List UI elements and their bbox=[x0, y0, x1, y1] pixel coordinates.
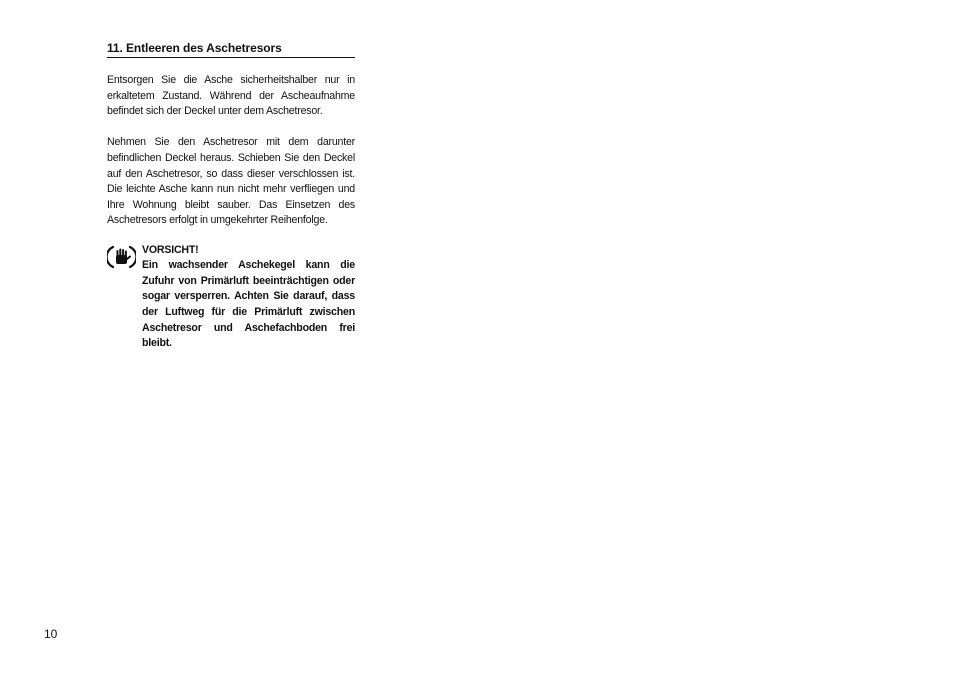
warning-title: VORSICHT! bbox=[142, 243, 199, 256]
warning-text: Ein wachsender Aschekegel kann die Zufuhr von Primärluft beeinträchtigen oder sogar versperren. Achten Sie darauf, dass der Luftweg für die Primärluft zwischen Aschetresor und Aschefachboden frei bleibt. bbox=[142, 259, 355, 350]
warning-box bbox=[107, 243, 355, 352]
text-column bbox=[107, 40, 355, 352]
paragraph-ash-removal: Nehmen Sie den Aschetresor mit dem darunter befindlichen Deckel heraus. Schieben Sie den Deckel auf den Aschetresor, so dass dieser verschlossen ist. Die leichte Asche kann nun nicht mehr verfliegen und Ihre Wohnung bleibt sauber. Das Einsetzen des Aschetresors erfolgt in umgekehrter Reihenfolge. bbox=[107, 136, 355, 227]
page-number: 10 bbox=[44, 627, 58, 641]
caution-hand-icon bbox=[107, 244, 136, 270]
section-heading: 11. Entleeren des Aschetresors bbox=[107, 40, 355, 58]
paragraph-ash-disposal: Entsorgen Sie die Asche sicherheitshalber nur in erkaltetem Zustand. Während der Ascheaufnahme befindet sich der Deckel unter dem Aschetresor. bbox=[107, 74, 355, 118]
